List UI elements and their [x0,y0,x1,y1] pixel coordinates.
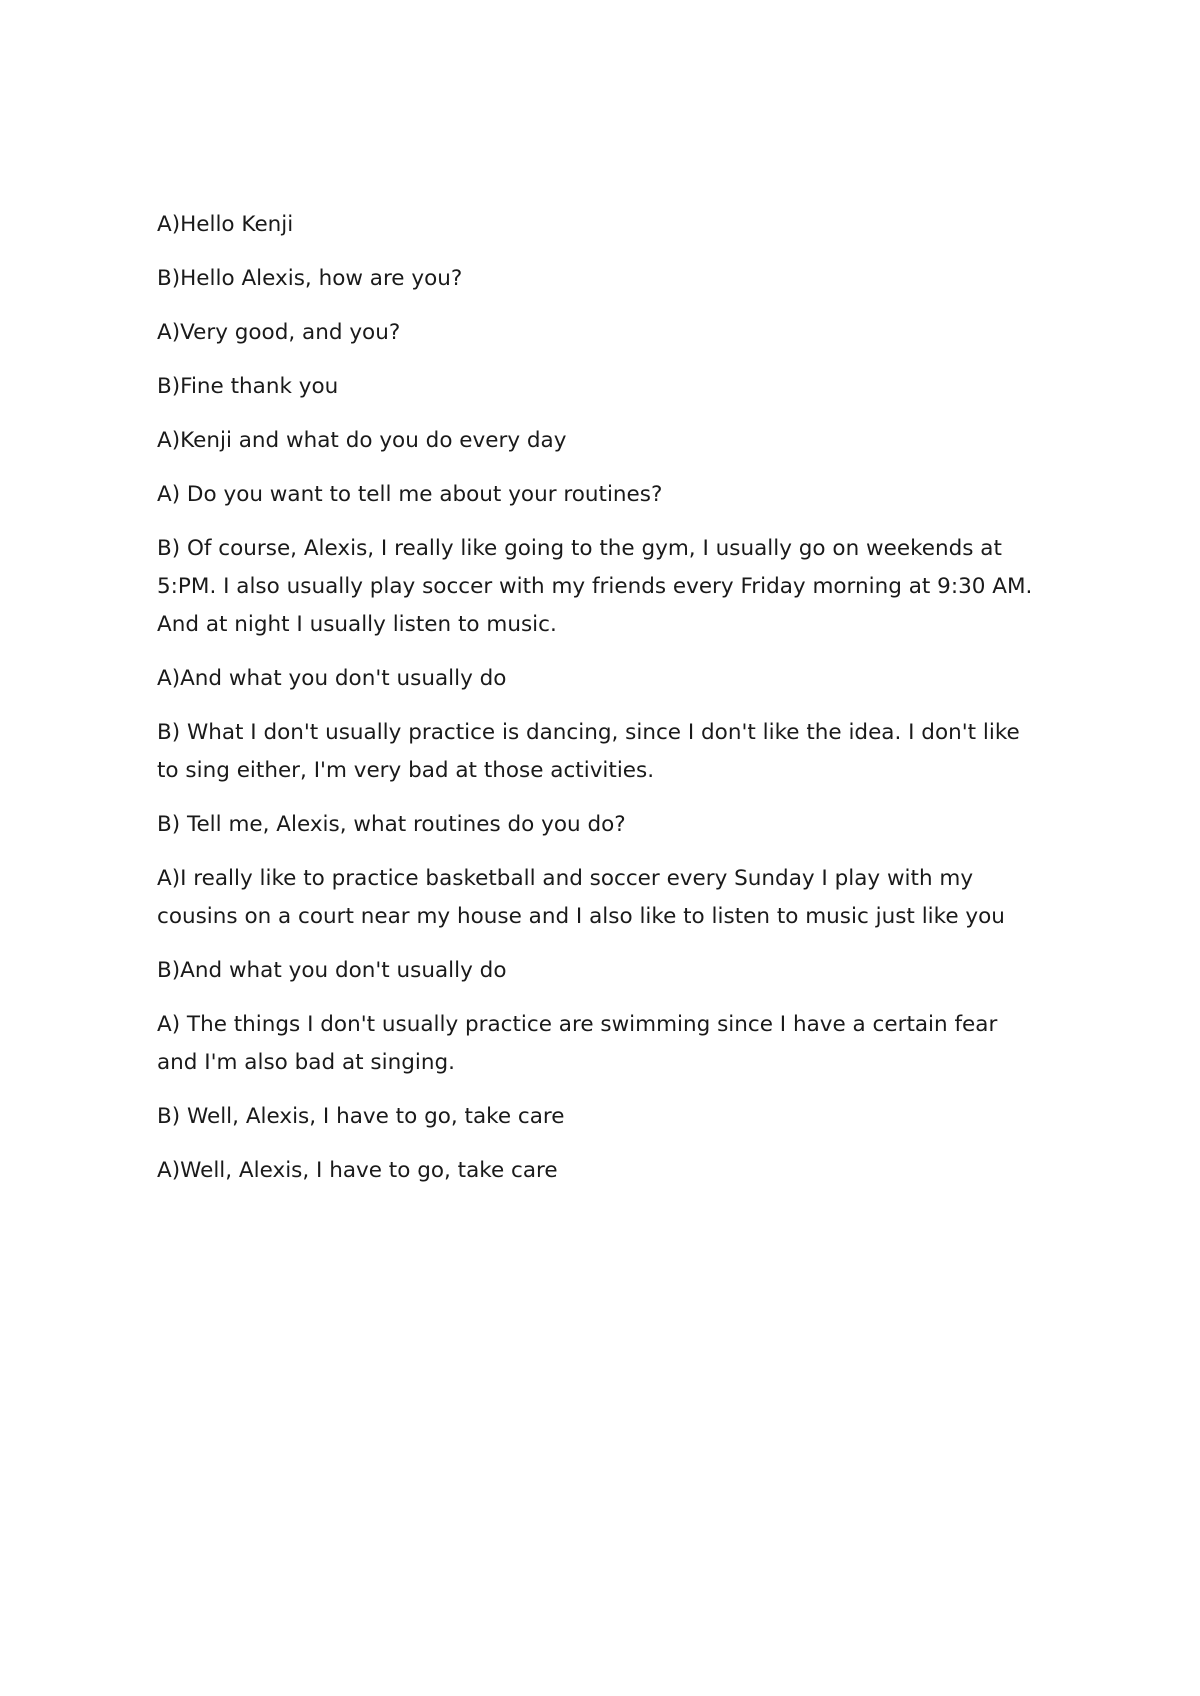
dialogue-line: A)I really like to practice basketball and soccer every Sunday I play with my cousins on a court near my house and I also like to listen to music just like you [157,866,1005,929]
dialogue-line: A)Hello Kenji [157,212,294,237]
dialogue-line: B) Tell me, Alexis, what routines do you do? [157,812,626,837]
dialogue-line: B)Fine thank you [157,374,339,399]
dialogue-line: A) Do you want to tell me about your routines? [157,482,663,507]
dialogue-line: A)Kenji and what do you do every day [157,428,567,453]
dialogue-line: B)And what you don't usually do [157,958,507,983]
dialogue-line: B) Of course, Alexis, I really like going to the gym, I usually go on weekends at 5:PM. I also usually play soccer with my friends every Friday morning at 9:30 AM. And at night I usually listen to music. [157,536,1033,637]
dialogue-line: A) The things I don't usually practice are swimming since I have a certain fear and I'm also bad at singing. [157,1012,998,1075]
dialogue-line: B) What I don't usually practice is dancing, since I don't like the idea. I don't like to sing either, I'm very bad at those activities. [157,720,1020,783]
dialogue-body [157,206,1037,1206]
dialogue-line: A)Well, Alexis, I have to go, take care [157,1158,558,1183]
dialogue-line: A)And what you don't usually do [157,666,507,691]
dialogue-line: B) Well, Alexis, I have to go, take care [157,1104,565,1129]
dialogue-line: B)Hello Alexis, how are you? [157,266,463,291]
dialogue-line: A)Very good, and you? [157,320,401,345]
